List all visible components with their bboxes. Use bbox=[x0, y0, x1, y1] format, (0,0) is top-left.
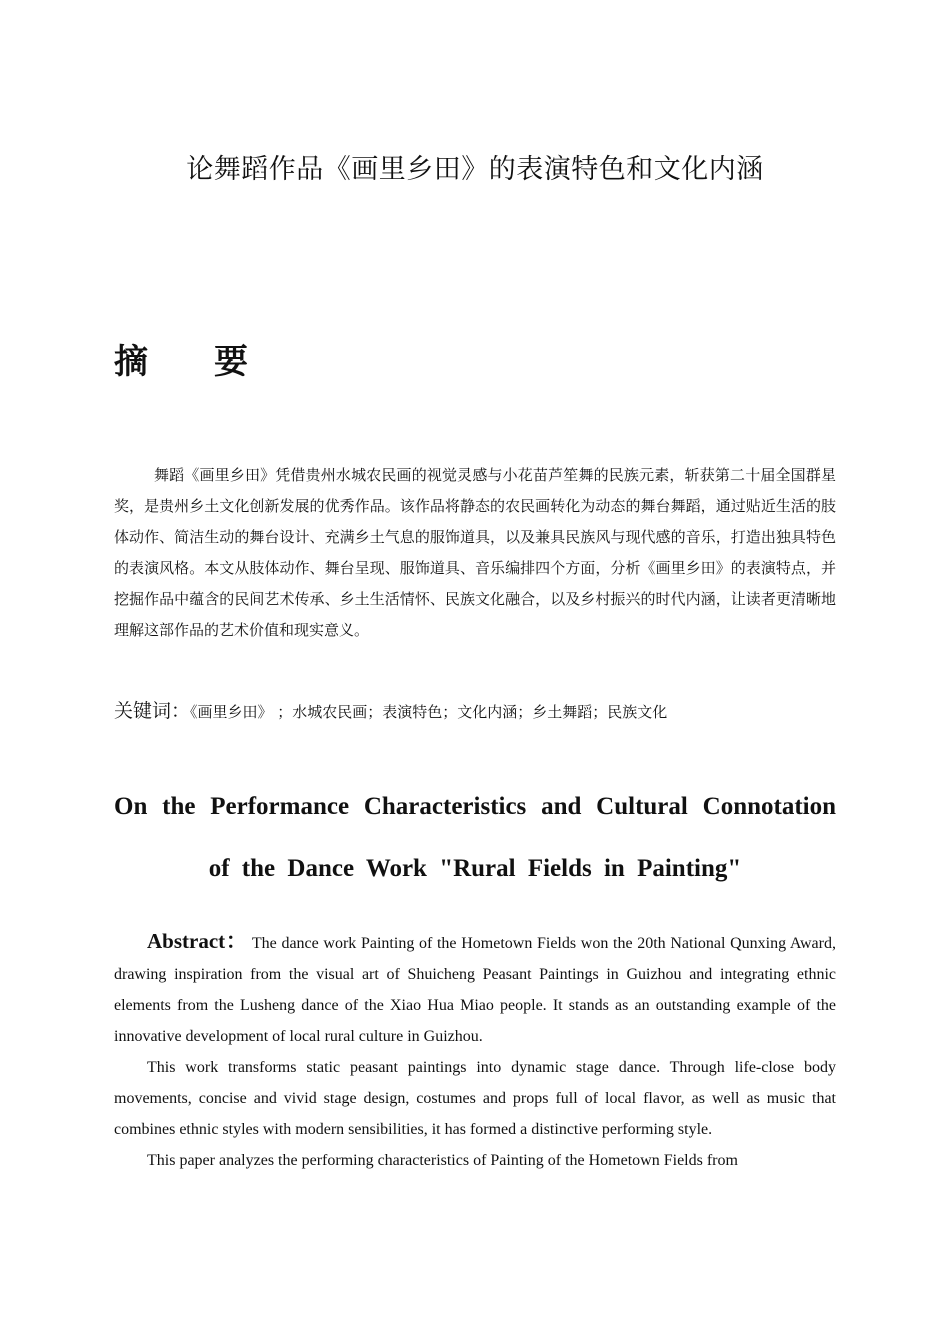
english-title: On the Performance Characteristics and Cultural Connotation of the Dance Work "Rural Fields in Painting" bbox=[114, 793, 836, 882]
keywords-label: 关键词： bbox=[114, 700, 191, 722]
english-abstract-paragraph-1: Abstract： The dance work Painting of the Hometown Fields won the 20th National Qunxing Award, drawing inspiration from the visual art of Shuicheng Peasant Paintings in Guizhou and integrating ethnic elements from the Lusheng dance of the Xiao Hua Miao people. It stands as an outstanding example of the innovative development of local rural culture in Guizhou. bbox=[114, 929, 836, 1045]
abstract-heading-char-1: 摘 bbox=[114, 342, 148, 382]
abstract-heading-char-2: 要 bbox=[214, 342, 248, 382]
chinese-title: 论舞蹈作品《画里乡田》的表演特色和文化内涵 bbox=[186, 154, 764, 185]
english-abstract bbox=[114, 926, 836, 1176]
english-abstract-paragraph-3: This paper analyzes the performing characteristics of Painting of the Hometown Fields from bbox=[147, 1152, 738, 1169]
keywords bbox=[114, 696, 667, 723]
english-abstract-label: Abstract： bbox=[147, 929, 248, 953]
abstract-heading bbox=[114, 334, 248, 383]
keywords-text: 《画里乡田》 ；水城农民画；表演特色；文化内涵；乡土舞蹈；民族文化 bbox=[190, 703, 668, 721]
chinese-abstract: 舞蹈《画里乡田》凭借贵州水城农民画的视觉灵感与小花苗芦笙舞的民族元素，斩获第二十届全国群星奖，是贵州乡土文化创新发展的优秀作品。该作品将静态的农民画转化为动态的舞台舞蹈，通过贴近生活的肢体动作、简洁生动的舞台设计、充满乡土气息的服饰道具，以及兼具民族风与现代感的音乐，打造出独具特色的表演风格。本文从肢体动作、舞台呈现、服饰道具、音乐编排四个方面，分析《画里乡田》的表演特点，并挖掘作品中蕴含的民间艺术传承、乡土生活情怀、民族文化融合，以及乡村振兴的时代内涵，让读者更清晰地理解这部作品的艺术价值和现实意义。 bbox=[114, 466, 836, 639]
english-abstract-paragraph-2: This work transforms static peasant paintings into dynamic stage dance. Through life-close body movements, concise and vivid stage design, costumes and props full of local flavor, as well as music that combines ethnic styles with modern sensibilities, it has formed a distinctive performing style. bbox=[114, 1059, 836, 1138]
